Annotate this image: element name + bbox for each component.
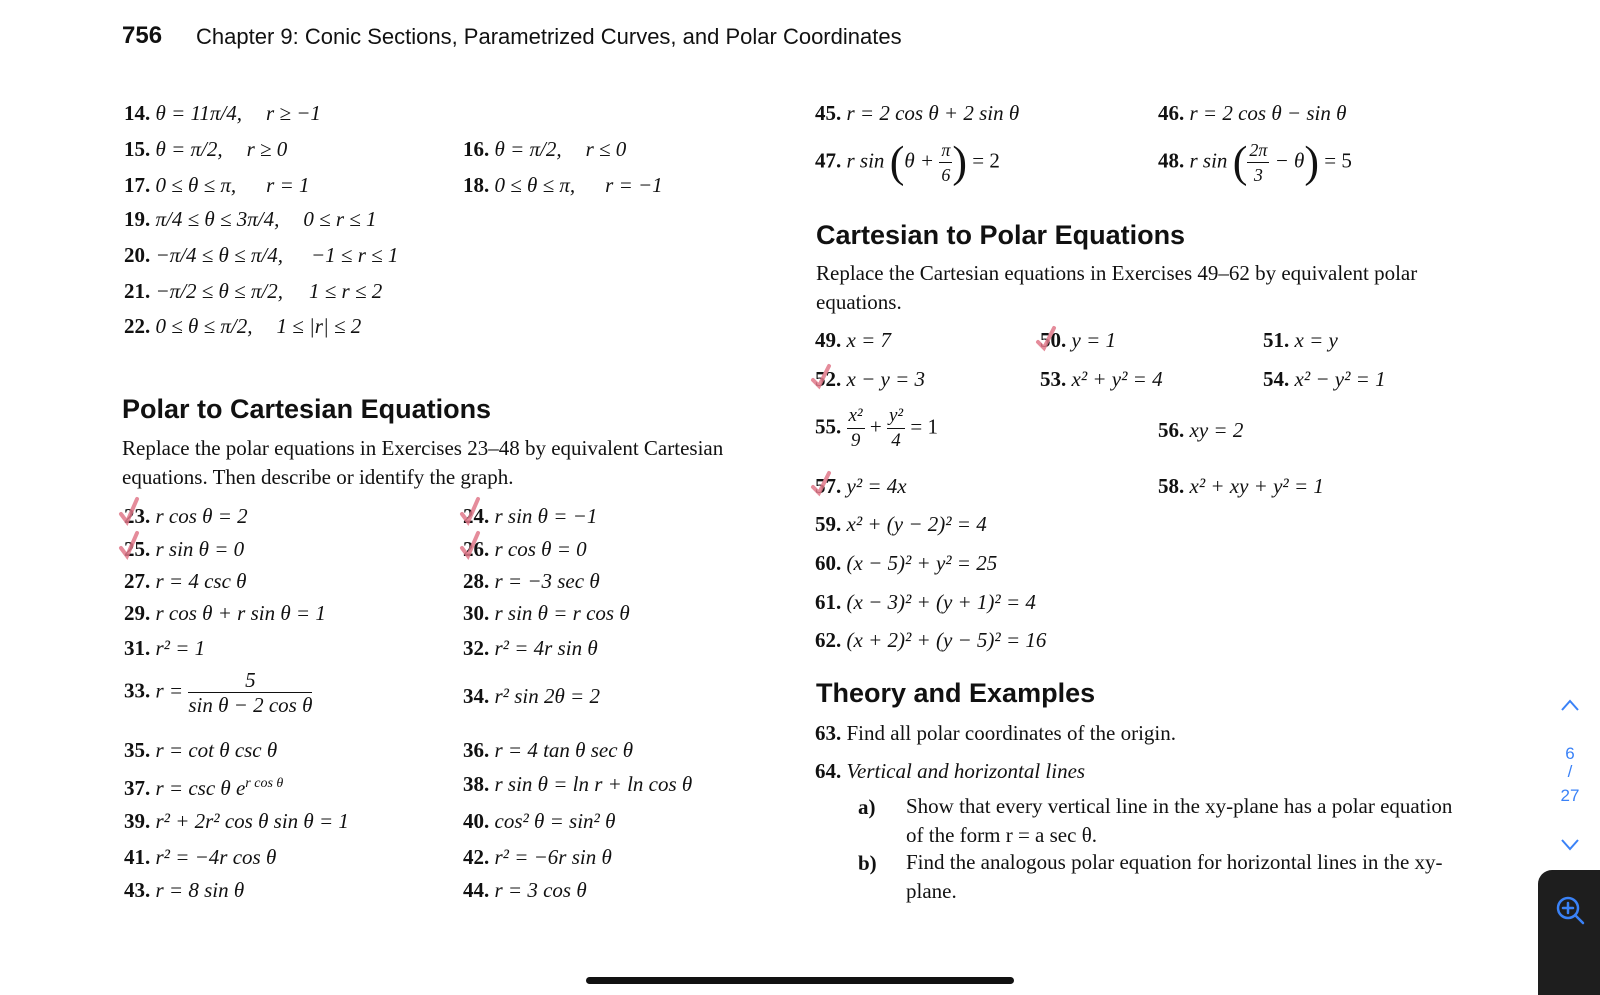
exercise-32: 32. r² = 4r sin θ — [463, 636, 598, 660]
exercise-56: 56. xy = 2 — [1158, 418, 1244, 442]
part-b-label: b) — [858, 851, 877, 875]
exercise-28: 28. r = −3 sec θ — [463, 569, 600, 593]
checkmark-annotation — [810, 360, 832, 390]
exercise-17: 17. 0 ≤ θ ≤ π, r = 1 — [124, 173, 310, 197]
checkmark-annotation — [118, 496, 140, 526]
exercise-23: 23. r cos θ = 2 — [124, 504, 248, 528]
zoom-in-icon[interactable] — [1554, 894, 1586, 926]
exercise-57: 57. y² = 4x — [815, 474, 907, 498]
exercise-18: 18. 0 ≤ θ ≤ π, r = −1 — [463, 173, 663, 197]
zoom-panel — [1538, 870, 1600, 995]
current-page: 6 — [1565, 744, 1575, 763]
exercise-52: 52. x − y = 3 — [815, 367, 925, 391]
exercise-50: 50. y = 1 — [1040, 328, 1116, 352]
exercise-29: 29. r cos θ + r sin θ = 1 — [124, 601, 326, 625]
exercise-35: 35. r = cot θ csc θ — [124, 738, 278, 762]
exercise-41: 41. r² = −4r cos θ — [124, 845, 277, 869]
exercise-14: 14. θ = 11π/4, r ≥ −1 — [124, 101, 321, 125]
exercise-51: 51. x = y — [1263, 328, 1338, 352]
page-separator: / — [1567, 762, 1573, 781]
exercise-24: 24. r sin θ = −1 — [463, 504, 598, 528]
exercise-25: 25. r sin θ = 0 — [124, 537, 245, 561]
exercise-20: 20. −π/4 ≤ θ ≤ π/4, −1 ≤ r ≤ 1 — [124, 243, 399, 267]
exercise-48: 48. r sin ( $\frac{2\pi}{3}$ − θ) = 5 — [1158, 137, 1352, 187]
exercise-61: 61. (x − 3)² + (y + 1)² = 4 — [815, 590, 1036, 614]
exercise-44: 44. r = 3 cos θ — [463, 878, 587, 902]
exercise-54: 54. x² − y² = 1 — [1263, 367, 1386, 391]
part-a-label: a) — [858, 795, 876, 819]
exercise-55: 55. $\frac{\text{x²}}{9}$ + $\frac{\text{y²}}{4}$ = 1 — [815, 405, 938, 451]
exercise-60: 60. (x − 5)² + y² = 25 — [815, 551, 998, 575]
total-pages: 27 — [1560, 786, 1580, 805]
home-indicator[interactable] — [586, 977, 1014, 984]
chevron-down-icon[interactable] — [1560, 838, 1580, 852]
exercise-59: 59. x² + (y − 2)² = 4 — [815, 512, 987, 536]
exercise-36: 36. r = 4 tan θ sec θ — [463, 738, 634, 762]
checkmark-annotation — [810, 467, 832, 497]
section-heading-theory: Theory and Examples — [816, 678, 1096, 708]
checkmark-annotation — [459, 530, 481, 560]
exercise-38: 38. r sin θ = ln r + ln cos θ — [463, 772, 693, 796]
exercise-37: 37. r = csc θ $e^{r cos \theta}$ — [124, 776, 284, 800]
checkmark-annotation — [459, 496, 481, 526]
exercise-22: 22. 0 ≤ θ ≤ π/2, 1 ≤ |r| ≤ 2 — [124, 314, 362, 338]
section-intro-polar-to-cartesian: Replace the polar equations in Exercises 23–48 by equivalent Cartesian equations. Then describe or identify the graph. — [122, 436, 724, 489]
checkmark-annotation — [118, 530, 140, 560]
page-navigator — [1538, 0, 1600, 995]
exercise-64: 64. Vertical and horizontal lines — [815, 759, 1086, 783]
section-heading-cartesian-to-polar: Cartesian to Polar Equations — [816, 220, 1186, 250]
exercise-27: 27. r = 4 csc θ — [124, 569, 247, 593]
exercise-46: 46. r = 2 cos θ − sin θ — [1158, 101, 1347, 125]
exercise-43: 43. r = 8 sin θ — [124, 878, 245, 902]
part-b-text: Find the analogous polar equation for horizontal lines in the xy-plane. — [906, 850, 1443, 903]
exercise-49: 49. x = 7 — [815, 328, 891, 352]
exercise-53: 53. x² + y² = 4 — [1040, 367, 1163, 391]
exercise-31: 31. r² = 1 — [124, 636, 206, 660]
exercise-42: 42. r² = −6r sin θ — [463, 845, 612, 869]
exercise-34: 34. r² sin 2θ = 2 — [463, 684, 600, 708]
exercise-45: 45. r = 2 cos θ + 2 sin θ — [815, 101, 1020, 125]
section-intro-cartesian-to-polar: Replace the Cartesian equations in Exercises 49–62 by equivalent polar equations. — [816, 261, 1418, 314]
chevron-up-icon[interactable] — [1560, 698, 1580, 712]
exercise-26: 26. r cos θ = 0 — [463, 537, 587, 561]
exercise-40: 40. cos² θ = sin² θ — [463, 809, 616, 833]
exercise-47: 47. r sin (θ + $\frac{\pi}{6}$ ) = 2 — [815, 137, 1000, 187]
exercise-39: 39. r² + 2r² cos θ sin θ = 1 — [124, 809, 349, 833]
exercise-62: 62. (x + 2)² + (y − 5)² = 16 — [815, 628, 1047, 652]
section-heading-polar-to-cartesian: Polar to Cartesian Equations — [122, 394, 492, 424]
exercise-19: 19. π/4 ≤ θ ≤ 3π/4, 0 ≤ r ≤ 1 — [124, 207, 377, 231]
chapter-title: Chapter 9: Conic Sections, Parametrized Curves, and Polar Coordinates — [196, 24, 902, 49]
exercise-63: 63. Find all polar coordinates of the origin. — [815, 721, 1177, 745]
exercise-16: 16. θ = π/2, r ≤ 0 — [463, 137, 627, 161]
exercise-58: 58. x² + xy + y² = 1 — [1158, 474, 1324, 498]
page-number: 756 — [122, 22, 163, 49]
part-a-text: Show that every vertical line in the xy-plane has a polar equation of the form r = a sec θ. — [906, 794, 1453, 847]
exercise-21: 21. −π/2 ≤ θ ≤ π/2, 1 ≤ r ≤ 2 — [124, 279, 383, 303]
exercise-30: 30. r sin θ = r cos θ — [463, 601, 630, 625]
exercise-15: 15. θ = π/2, r ≥ 0 — [124, 137, 288, 161]
checkmark-annotation — [1035, 322, 1057, 352]
exercise-33: 33. r = $\frac{5}{\text{sin θ − 2 cos θ}}$ — [124, 668, 313, 717]
